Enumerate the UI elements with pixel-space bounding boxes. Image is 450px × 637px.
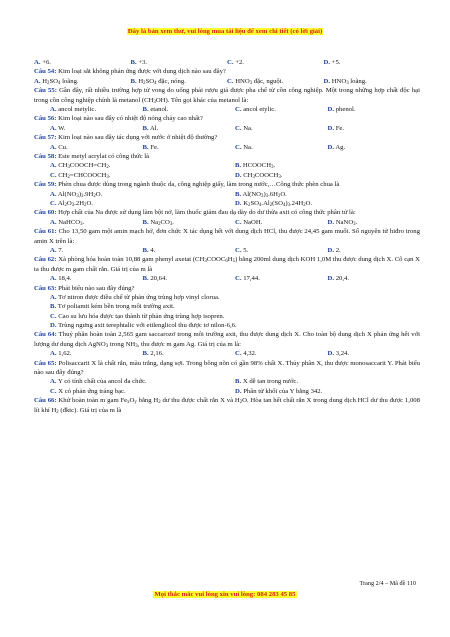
q63-option-d: D. Trùng ngưng axit terephtalic với etilenglicol thu được tơ nilon-6,6. (50, 322, 237, 330)
q59-text: Phèn chua được dùng trong ngành thuộc da, công nghiệp giấy, làm trong nước,…Công thức phèn chua là (58, 181, 340, 189)
q54-option-a: A. $H_2SO_4$ loãng. (34, 77, 79, 86)
q55-text: Gần đây, rất nhiều trường hợp tử vong do uống phải rượu giả được pha chế từ cồn công nghiệp. Một trong những hợp chất độc hại trong cồn công nghiệp chính là metanol $(CH_3OH)$. Tên gọi khác của metanol là: (34, 87, 421, 105)
q58-option-b: B. $HCOOCH_3$. (235, 162, 276, 171)
q54-option-c: C. $HNO_3$ đặc, nguội. (227, 77, 284, 86)
q64-number: Câu 64: (34, 331, 57, 339)
q65-option-c: C. X có phản ứng tráng bạc. (50, 387, 126, 395)
exam-content (34, 58, 420, 415)
q57-option-c: C. Na. (235, 143, 253, 151)
q56-option-d: D. Fe. (327, 124, 345, 132)
q59-option-a: A. $Al(NO_3)_3.9H_2O$. (50, 190, 103, 199)
q64 (34, 330, 420, 349)
q55-options (34, 105, 420, 114)
q54-option-d: D. $HNO_3$ loãng. (323, 77, 367, 86)
q60 (34, 208, 420, 217)
q62 (34, 255, 420, 274)
q61-option-d: D. 2. (327, 246, 341, 254)
q58-options-row2 (34, 171, 420, 180)
q58-number: Câu 58: (34, 152, 57, 160)
q61 (34, 227, 420, 246)
q61-number: Câu 61: (34, 228, 57, 236)
header-notice-banner (0, 28, 450, 35)
q61-options (34, 246, 420, 255)
q65-option-a: A. Y có tính chất của ancol đa chức. (50, 378, 147, 386)
q55 (34, 86, 420, 105)
q60-options (34, 218, 420, 227)
page-number: Trang 2/4 – Mã đề 110 (359, 580, 416, 587)
q60-text: Hợp chất của Na được sử dụng làm bột nở, làm thuốc giảm đau dạ dày do dư thừa axit có công thức phân tử là: (58, 209, 356, 217)
q56-options (34, 124, 420, 133)
q62-option-c: C. 17,44. (235, 275, 260, 283)
q54-options (34, 77, 420, 86)
q53-option-d: D. +5. (323, 59, 341, 66)
q62-options (34, 274, 420, 283)
q58-text: Este metyl acrylat có công thức là (58, 152, 150, 160)
q63-text: Phát biểu nào sau đây đúng? (58, 284, 135, 292)
q57 (34, 133, 420, 142)
q59-options-row1 (34, 190, 420, 199)
q60-option-a: A. NaHCO$_3$. (50, 218, 85, 227)
q66-number: Câu 66: (34, 397, 57, 405)
q59-options-row2 (34, 199, 420, 208)
q60-option-b: B. $Na_2CO_3$. (142, 218, 174, 227)
q59-option-b: B. $Al(NO_3)_3.6H_2O$. (235, 190, 287, 199)
q56-text: Kim loại nào sau đây có nhiệt độ nóng chảy cao nhất? (58, 115, 203, 123)
q58 (34, 152, 420, 161)
q59-number: Câu 59: (34, 181, 57, 189)
q57-option-a: A. Cu. (50, 143, 68, 151)
q61-text: Cho 13,50 gam một amin mạch hở, đơn chức X tác dụng hết với dung dịch HCl, thu được 24,45 gam muối. Số nguyên tử hiđro trong amin X trên là: (34, 228, 420, 245)
q53-option-c: C. +2. (227, 59, 244, 66)
q56-option-a: A. W. (50, 124, 66, 132)
q62-number: Câu 62: (34, 256, 57, 264)
q61-option-b: B. 4. (142, 246, 156, 254)
q59-option-d: D. $K_2SO_4.Al_2(SO_4)_3.24H_2O$. (235, 199, 313, 208)
q62-text: Xà phòng hóa hoàn toàn 10,88 gam phenyl axetat $(CH_3COOC_6H_5)$ bằng 200ml dung dịch KOH 1,0M thu được dung dịch X. Cô cạn X ta thu được m gam chất rắn. Giá trị của m là (34, 256, 421, 273)
q60-number: Câu 60: (34, 209, 57, 217)
q55-option-c: C. ancol etylic. (235, 105, 276, 113)
q65-number: Câu 65: (34, 359, 57, 367)
q56-option-c: C. Na. (235, 124, 253, 132)
q63-option-a: A. Tơ nitron được điều chế từ phản ứng trùng hợp vinyl clorua. (50, 293, 220, 301)
q65-option-d: D. Phân tử khối của Y bằng 342. (235, 387, 323, 395)
q63 (34, 284, 420, 293)
q65-options-row1 (34, 377, 420, 386)
q56 (34, 114, 420, 123)
q66-text: Khử hoàn toàn m gam $Fe_xO_y$ bằng $H_2$ dư thu được chất rắn X và $H_2O$. Hòa tan hết chất rắn X trong dung dịch HCl dư thu được 1,008 lít khí $H_2$ (đktc). Giá trị của m là (34, 397, 420, 415)
q58-option-a: A. $CH_3COOCH=CH_2$. (50, 162, 111, 171)
q62-option-b: B. 20,64. (142, 275, 168, 283)
q58-option-d: D. $CH_3COOCH_3$. (235, 171, 283, 180)
q62-option-a: A. 18,4. (50, 275, 72, 283)
q55-number: Câu 55: (34, 87, 57, 95)
q66 (34, 396, 420, 415)
q60-option-d: D. NaNO$_3$. (327, 218, 358, 227)
header-notice-text: Đây là bản xem thử, vui lòng mua tài liệu để xem chi tiết (có lời giải) (127, 28, 323, 35)
q54-option-b: B. $H_2SO_4$ đặc, nóng. (130, 77, 186, 86)
q57-number: Câu 57: (34, 134, 57, 142)
q54-number: Câu 54: (34, 68, 57, 76)
q54-text: Kim loại sắt không phản ứng được với dung dịch nào sau đây? (58, 68, 226, 76)
q53-option-a: A. +6. (34, 59, 51, 66)
q59 (34, 180, 420, 189)
footer-notice-banner (0, 591, 450, 598)
q61-option-c: C. 5. (235, 246, 249, 254)
q65 (34, 359, 420, 378)
q64-option-b: B. 2,16. (142, 350, 164, 358)
q57-option-d: D. Ag. (327, 143, 346, 151)
q65-options-row2 (34, 387, 420, 396)
q62-option-d: D. 20,4. (327, 275, 350, 283)
q60-option-c: C. NaOH. (235, 218, 263, 226)
q64-option-a: A. 1,62. (50, 350, 72, 358)
q55-option-a: A. ancol metylic. (50, 105, 97, 113)
q57-text: Kim loại nào sau đây tác dụng với nước ở nhiệt độ thường? (58, 134, 218, 142)
q55-option-b: B. etanol. (142, 105, 169, 113)
q56-option-b: B. Al. (142, 124, 159, 132)
q57-option-b: B. Fe. (142, 143, 159, 151)
q63-number: Câu 63: (34, 284, 57, 292)
q64-option-c: C. 4,32. (235, 350, 257, 358)
q64-option-d: D. 3,24. (327, 350, 350, 358)
q65-text: Polisaccarit X là chất rắn, màu trắng, dạng sợi. Trong bông nõn có gần 98% chất X. Thủy phân X, thu được monosaccarit Y. Phát biểu nào sau đây đúng? (34, 359, 421, 377)
q53-options (34, 58, 420, 67)
q58-option-c: C. $CH_2=CHCOOCH_3$. (50, 171, 111, 180)
q61-option-a: A. 7. (50, 246, 64, 254)
q59-option-c: C. $Al_2O_3.2H_2O$. (50, 199, 93, 208)
q63-option-b: B. Tơ poliamit kém bền trong môi trường axit. (50, 303, 175, 311)
q54 (34, 67, 420, 76)
q64-text: Thuỷ phân hoàn toàn 2,565 gam saccarozơ trong môi trường axit, thu được dung dịch X. Cho toàn bộ dung dịch X phản ứng hết với lượng dư dung dịch AgNO$_3$ trong $NH_3$, thu được m gam Ag. Giá trị của m là: (34, 331, 420, 349)
q64-options (34, 349, 420, 358)
q65-option-b: B. X dễ tan trong nước. (235, 378, 299, 386)
q56-number: Câu 56: (34, 115, 57, 123)
q53-option-b: B. +3. (130, 59, 148, 66)
q57-options (34, 143, 420, 152)
q55-option-d: D. phenol. (327, 105, 356, 113)
q63-option-c: C. Cao su lưu hóa được tạo thành từ phản ứng trùng hợp isopren. (50, 312, 225, 320)
q58-options-row1 (34, 161, 420, 170)
footer-notice-text: Mọi thắc mắc vui lòng xin vui lòng: 084 283 45 85 (154, 591, 296, 598)
